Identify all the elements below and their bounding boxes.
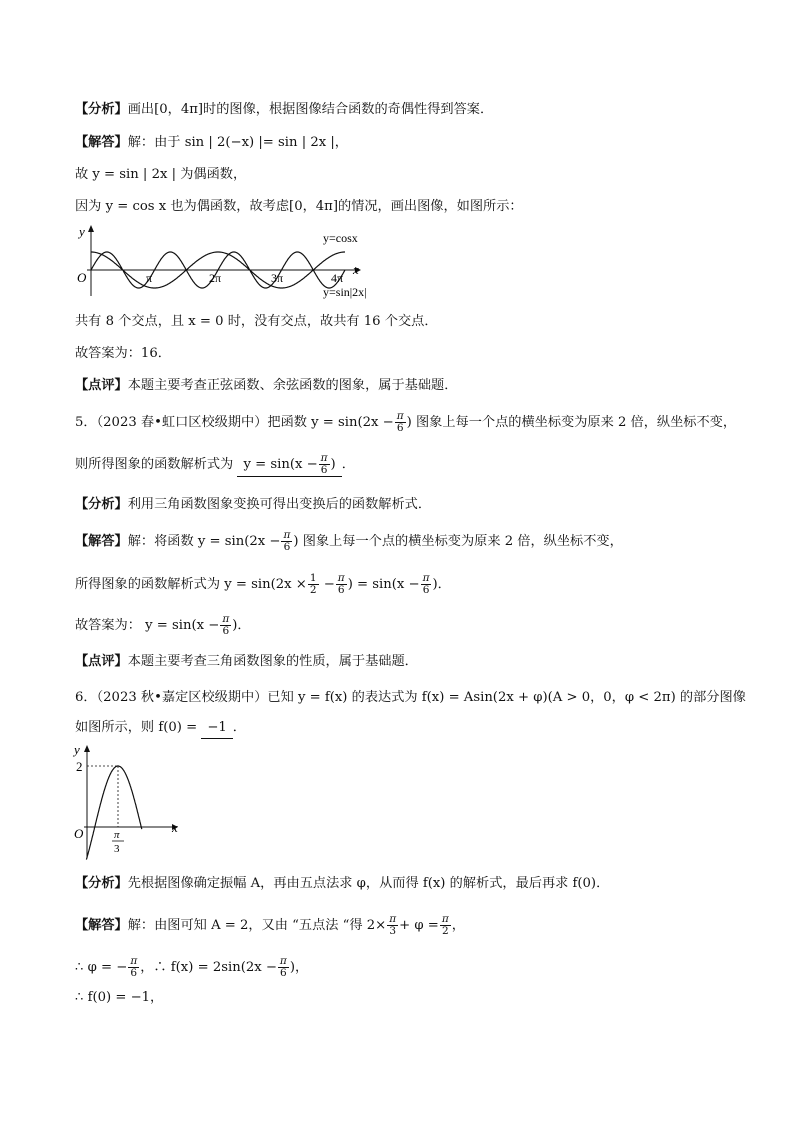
problem-5-answer-line: 则所得图象的函数解析式为 y = sin(x − $\frac{\pi}{6}$ ) ． — [75, 452, 355, 476]
solution-line: 所得图象的函数解析式为 y = sin(2x × $\frac{1}{2}$ − $\frac{\pi}{6}$ ) = sin(x − $\frac{\pi}{6}$ )． — [75, 572, 451, 596]
tick-2pi: 2π — [209, 271, 222, 285]
origin-label: O — [74, 826, 84, 841]
tag-solution: 【解答】 — [75, 918, 128, 933]
comment-text: 本题主要考查正弦函数、余弦函数的图象，属于基础题． — [127, 378, 458, 393]
tag-analysis: 【分析】 — [75, 102, 128, 117]
cos-label: y=cosx — [323, 231, 358, 245]
peak-den: 3 — [114, 843, 120, 855]
figure-partial-sine-graph — [70, 740, 190, 860]
fraction: $\frac{\pi}{6}$ — [283, 529, 291, 553]
answer-blank: y = sin(x − $\frac{\pi}{6}$ ) — [237, 453, 341, 477]
solution-text: 解：由于 sin | 2(−x) |= sin | 2x |， — [127, 135, 348, 150]
answer-blank: −1 — [201, 718, 232, 739]
problem-6-line: 6．（2023 秋•嘉定区校级期中）已知 y = f(x) 的表达式为 f(x) = Asin(2x + φ)(A > 0，0，φ < 2π) 的部分图像 — [75, 690, 746, 705]
fraction: $\frac{\pi}{6}$ — [279, 955, 287, 979]
text-line: 共有 8 个交点，且 x = 0 时，没有交点，故共有 16 个交点． — [75, 314, 438, 329]
max-label: 2 — [76, 759, 83, 774]
solution-line: ∴ φ = − $\frac{\pi}{6}$ ，∴ f(x) = 2sin(2x − $\frac{\pi}{6}$ )， — [75, 955, 309, 979]
y-axis-arrow — [88, 225, 94, 232]
x-label: x — [353, 262, 359, 277]
problem-6-question-line: 如图所示，则 f(0) = −1 ． — [75, 718, 246, 739]
text-line: 故 y = sin | 2x | 为偶函数， — [75, 167, 247, 182]
y-axis-arrow — [84, 745, 90, 752]
y-label: y — [79, 224, 85, 239]
analysis-line: 【分析】先根据图像确定振幅 A，再由五点法求 φ，从而得 f(x) 的解析式，最后再求 f(0)． — [75, 876, 610, 891]
fraction: $\frac{\pi}{6}$ — [320, 452, 328, 476]
text-line: 因为 y = cos x 也为偶函数，故考虑[0，4π]的情况，画出图像，如图所示： — [75, 199, 523, 214]
fraction: $\frac{1}{2}$ — [309, 572, 317, 596]
tag-comment: 【点评】 — [75, 654, 128, 669]
tick-4pi: 4π — [331, 271, 344, 285]
fraction: $\frac{\pi}{2}$ — [441, 913, 449, 937]
tag-solution: 【解答】 — [75, 135, 128, 150]
comment-line — [75, 376, 457, 396]
tag-analysis: 【分析】 — [75, 876, 128, 891]
answer-line: 故答案为： y = sin(x − $\frac{\pi}{6}$ )． — [75, 613, 251, 637]
text-line: ∴ f(0) = −1， — [75, 990, 164, 1005]
sin-label: y=sin|2x| — [323, 285, 367, 299]
problem-5-line: 5．（2023 春•虹口区校级期中）把函数 y = sin(2x − $\frac{\pi}{6}$ ) 图象上每一个点的横坐标变为原来 2 倍，纵坐标不变， — [75, 410, 737, 434]
fraction: $\frac{\pi}{3}$ — [389, 913, 397, 937]
tag-analysis: 【分析】 — [75, 497, 128, 512]
tag-solution: 【解答】 — [75, 534, 128, 549]
analysis-text: 画出[0，4π]时的图像，根据图像结合函数的奇偶性得到答案． — [127, 102, 494, 117]
solution-line: 【解答】解：将函数 y = sin(2x − $\frac{\pi}{6}$ ) 图象上每一个点的横坐标变为原来 2 倍，纵坐标不变， — [75, 529, 623, 553]
analysis-line — [75, 100, 493, 120]
tick-3pi: 3π — [271, 271, 284, 285]
analysis-line: 【分析】利用三角函数图象变换可得出变换后的函数解析式． — [75, 497, 432, 512]
solution-line — [75, 133, 348, 153]
text-line: 故答案为：16． — [75, 346, 171, 361]
figure-sin-cos-graph — [75, 222, 385, 302]
comment-line: 【点评】本题主要考查三角函数图象的性质，属于基础题． — [75, 654, 418, 669]
tick-pi: π — [146, 271, 153, 285]
solution-line: 【解答】解：由图可知 A = 2，又由 “五点法 “得 2× $\frac{\pi}{3}$ + φ = $\frac{\pi}{2}$ ， — [75, 913, 465, 937]
peak-num: π — [114, 829, 120, 841]
origin-label: O — [77, 270, 87, 285]
tag-comment: 【点评】 — [75, 378, 128, 393]
y-label: y — [74, 742, 80, 757]
fraction: $\frac{\pi}{6}$ — [422, 572, 430, 596]
x-label: x — [172, 820, 178, 835]
fraction: $\frac{\pi}{6}$ — [337, 572, 345, 596]
fraction: $\frac{\pi}{6}$ — [222, 613, 230, 637]
fraction: $\frac{\pi}{6}$ — [396, 410, 404, 434]
fraction: $\frac{\pi}{6}$ — [130, 955, 138, 979]
